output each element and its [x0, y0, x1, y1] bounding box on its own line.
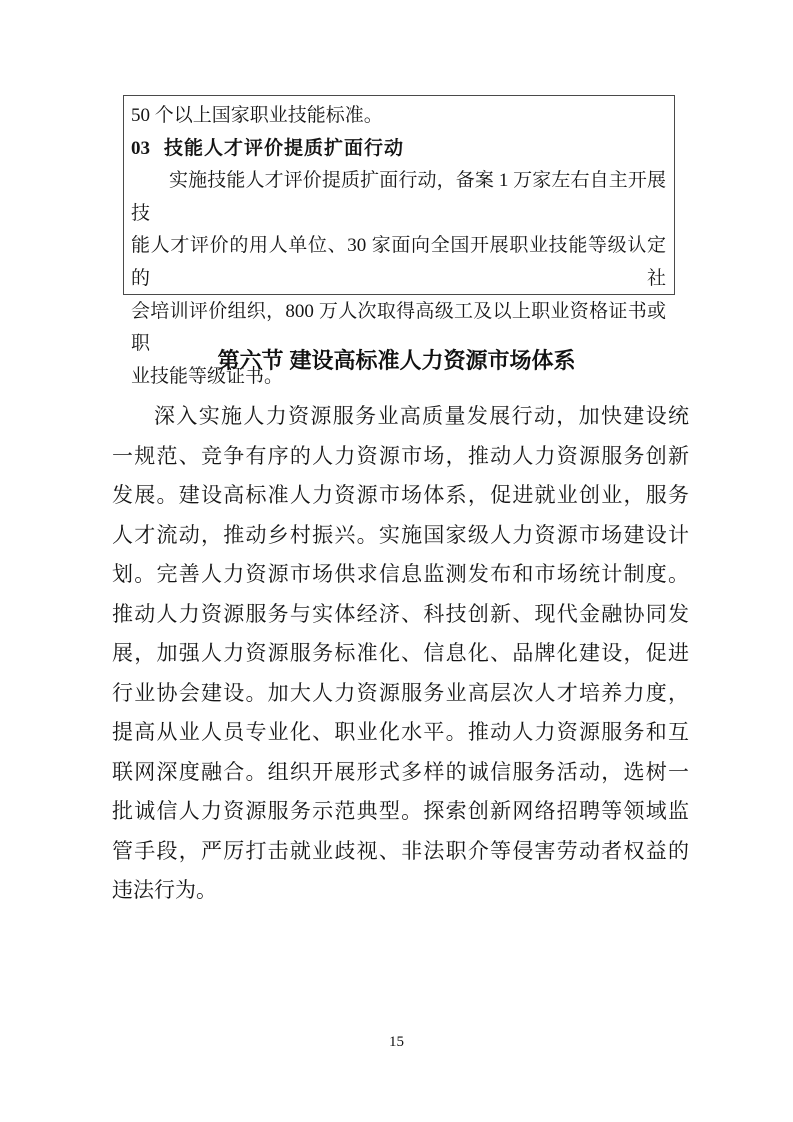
- text-line: 人才流动，推动乡村振兴。实施国家级人力资源市场建设计: [112, 522, 689, 547]
- text-line: 一规范、竞争有序的人力资源市场，推动人力资源服务创新: [112, 443, 689, 468]
- text-line: 行业协会建设。加大人力资源服务业高层次人才培养力度，: [112, 680, 689, 705]
- callout-item-number: 03: [131, 137, 150, 159]
- callout-item-heading: [131, 133, 666, 166]
- text-line: 违法行为。: [112, 878, 217, 902]
- section-paragraph: [112, 397, 689, 911]
- text-line: 推动人力资源服务与实体经济、科技创新、现代金融协同发: [112, 601, 689, 626]
- page-number: 15: [389, 1034, 404, 1050]
- text-line: 业技能等级证书。: [131, 365, 284, 387]
- text-line: 划。完善人力资源市场供求信息监测发布和市场统计制度。: [112, 562, 689, 586]
- text-line: 批诚信人力资源服务示范典型。探索创新网络招聘等领域监: [112, 799, 689, 823]
- callout-prev-line: 50 个以上国家职业技能标准。: [131, 105, 383, 126]
- text-line: 提高从业人员专业化、职业化水平。推动人力资源服务和互: [112, 720, 689, 744]
- section-heading: 第六节 建设高标准人力资源市场体系: [217, 348, 576, 373]
- text-line: 实施技能人才评价提质扩面行动，备案 1 万家左右自主开展技: [131, 170, 666, 224]
- text-line: 发展。建设高标准人力资源市场体系，促进就业创业，服务: [112, 483, 689, 507]
- text-line: 联网深度融合。组织开展形式多样的诚信服务活动，选树一: [112, 759, 689, 784]
- callout-item-title: 技能人才评价提质扩面行动: [164, 137, 405, 159]
- text-line: 管手段，严厉打击就业歧视、非法职介等侵害劳动者权益的: [112, 838, 689, 863]
- text-line: 能人才评价的用人单位、30 家面向全国开展职业技能等级认定的社: [131, 235, 666, 289]
- text-line: 展，加强人力资源服务标准化、信息化、品牌化建设，促进: [112, 641, 689, 665]
- text-line: 深入实施人力资源服务业高质量发展行动，加快建设统: [154, 404, 689, 428]
- text-line: 会培训评价组织，800 万人次取得高级工及以上职业资格证书或职: [131, 300, 666, 355]
